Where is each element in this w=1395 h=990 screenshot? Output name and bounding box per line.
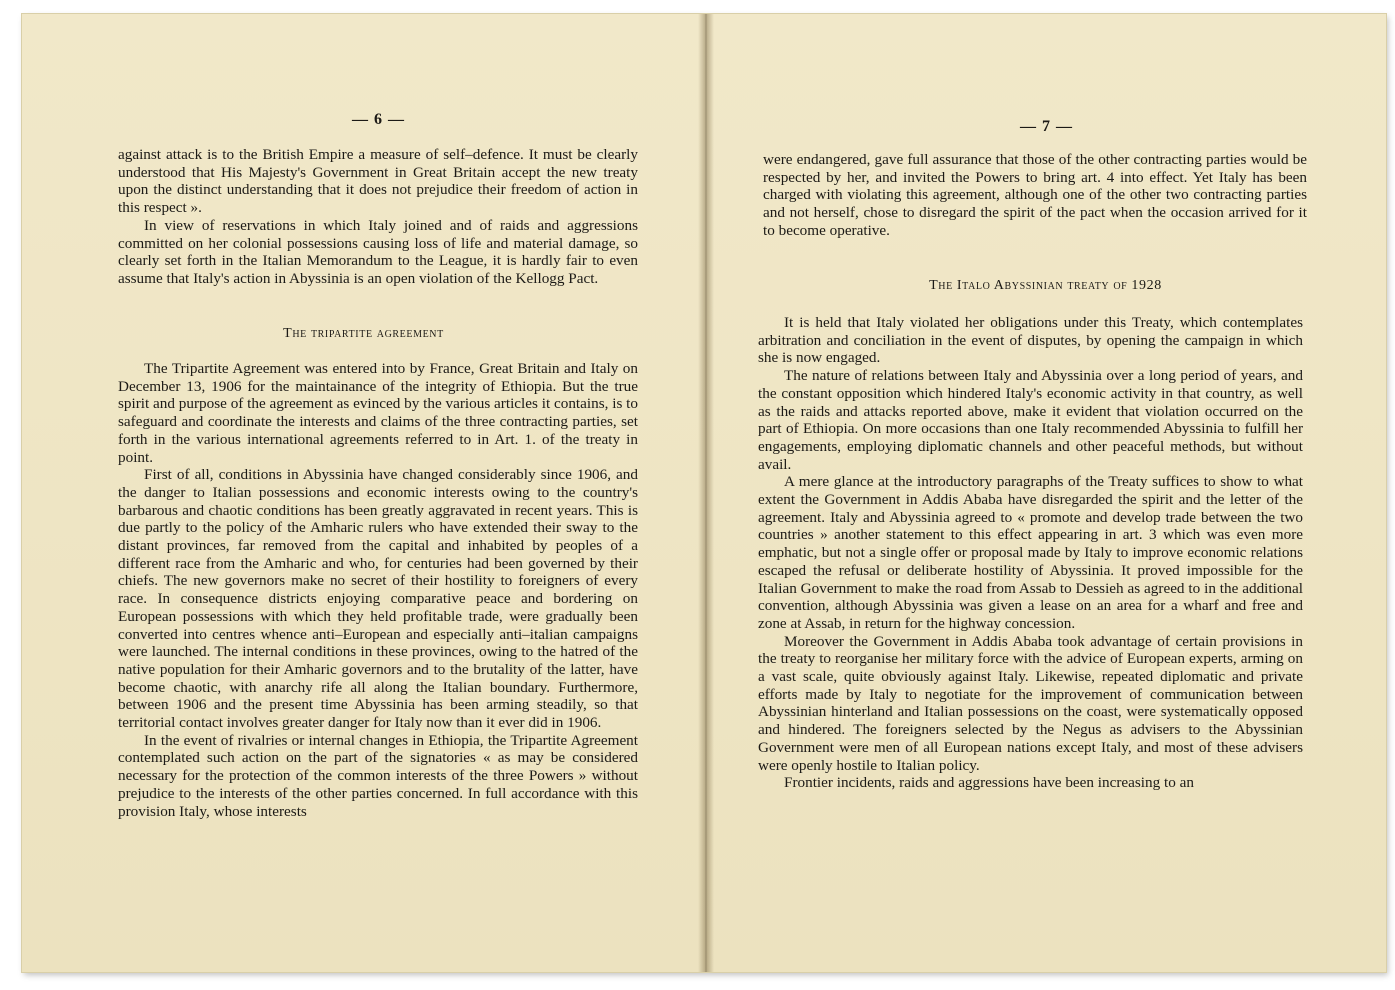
binding-gutter xyxy=(698,14,714,972)
paragraph: A mere glance at the introductory paragraphs of the Treaty suffices to show to what extent the Government in Addis Ababa have disregarded the spirit and the letter of the agreement. Italy and Abyssinia agreed to « promote and develop trade between the two countries » another statement to this effect appearing in art. 3 which was even more emphatic, but not a single offer or proposal made by Italy to improve economic relations escaped the refusal or deliberate hostility of Abyssinia. It proved impossible for the Italian Government to make the road from Assab to Dessieh as agreed to in the additional convention, although Abyssinia was given a lease on an area for a wharf and free and zone at Assab, in return for the highway concession. xyxy=(758,473,1303,632)
paragraph: The Tripartite Agreement was entered into by France, Great Britain and Italy on December 13, 1906 for the maintainance of the integrity of Ethiopia. But the true spirit and purpose of the agreement as evinced by the various articles it contains, is to safeguard and coordinate the interests and claims of the three contracting parties, set forth in the various international agreements referred to in Art. 1. of the treaty in point. xyxy=(118,360,638,466)
paragraph: against attack is to the British Empire a measure of self–defence. It must be clearly understood that His Majesty's Government in Great Britain accept the new treaty upon the distinct understanding that it does not prejudice their freedom of action in this respect ». xyxy=(118,146,638,217)
right-page xyxy=(705,14,1386,972)
text-block xyxy=(763,151,1307,240)
text-block xyxy=(758,314,1303,792)
page-number: — 7 — xyxy=(1020,118,1073,135)
paragraph: The nature of relations between Italy and Abyssinia over a long period of years, and the constant opposition which hindered Italy's economic activity in that country, as well as the raids and attacks reported above, make it evident that violation occurred on the part of Ethiopia. On more occasions than one Italy recommended Abyssinia to fulfill her engagements, employing diplomatic channels and other peaceful methods, but without avail. xyxy=(758,367,1303,473)
page-number: — 6 — xyxy=(352,111,405,128)
text-block xyxy=(118,146,638,288)
paragraph: were endangered, gave full assurance that those of the other contracting parties would be respected by her, and invited the Powers to bring art. 4 into effect. Yet Italy has been charged with violating this agreement, although one of the other two contracting parties and not herself, chose to disregard the spirit of the pact when the occasion arrived for it to become operative. xyxy=(763,151,1307,239)
booklet-spread xyxy=(22,14,1386,972)
paragraph: In the event of rivalries or internal changes in Ethiopia, the Tripartite Agreement contemplated such action on the part of the signatories « as may be considered necessary for the protection of the common interests of the three Powers » without prejudice to the interests of the other parties concerned. In full accordance with this provision Italy, whose interests xyxy=(118,731,638,820)
paragraph: Frontier incidents, raids and aggressions have been increasing to an xyxy=(784,774,1194,792)
paragraph: It is held that Italy violated her obligations under this Treaty, which contemplates arbitration and conciliation in the event of disputes, by opening the campaign in which she is now engaged. xyxy=(758,314,1303,367)
section-heading: The tripartite agreement xyxy=(283,326,444,341)
section-heading: The Italo Abyssinian treaty of 1928 xyxy=(929,278,1162,293)
paragraph: Moreover the Government in Addis Ababa took advantage of certain provisions in the treaty to reorganise her military force with the advice of European experts, arming on a vast scale, quite obviously against Italy. Likewise, repeated diplomatic and private efforts made by Italy to negotiate for the improvement of communication between Abyssinian hinterland and Italian possessions on the coast, were systematically opposed and hindered. The foreigners selected by the Negus as advisers to the Abyssinian Government were men of all European nations except Italy, and most of these advisers were openly hostile to Italian policy. xyxy=(758,632,1303,774)
left-page xyxy=(22,14,705,972)
paragraph: In view of reservations in which Italy joined and of raids and aggressions committed on her colonial possessions causing loss of life and material damage, so clearly set forth in the Italian Memorandum to the League, it is hardly fair to even assume that Italy's action in Abyssinia is an open violation of the Kellogg Pact. xyxy=(118,216,638,287)
paragraph: First of all, conditions in Abyssinia have changed considerably since 1906, and the danger to Italian possessions and economic interests owing to the country's barbarous and chaotic conditions has been greatly aggravated in recent years. This is due partly to the policy of the Amharic rulers who have extended their sway to the distant provinces, far removed from the capital and inhabited by peoples of a different race from the Amharic and who, for centuries had been governed by their chiefs. The new governors make no secret of their hostility to foreigners of every race. In consequence districts enjoying comparative peace and bordering on European possessions with which they held profitable trade, were gradually been converted into centres whence anti–European and especially anti–italian campaigns were launched. The internal conditions in these provinces, owing to the hatred of the native population for their Amharic governors and to the brutality of the latter, have become chaotic, with anarchy rife all along the Italian boundary. Furthermore, between 1906 and the present time Abyssinia has been arming steadily, so that territorial contact involves greater danger for Italy now than it ever did in 1906. xyxy=(118,466,638,732)
text-block xyxy=(118,360,638,820)
